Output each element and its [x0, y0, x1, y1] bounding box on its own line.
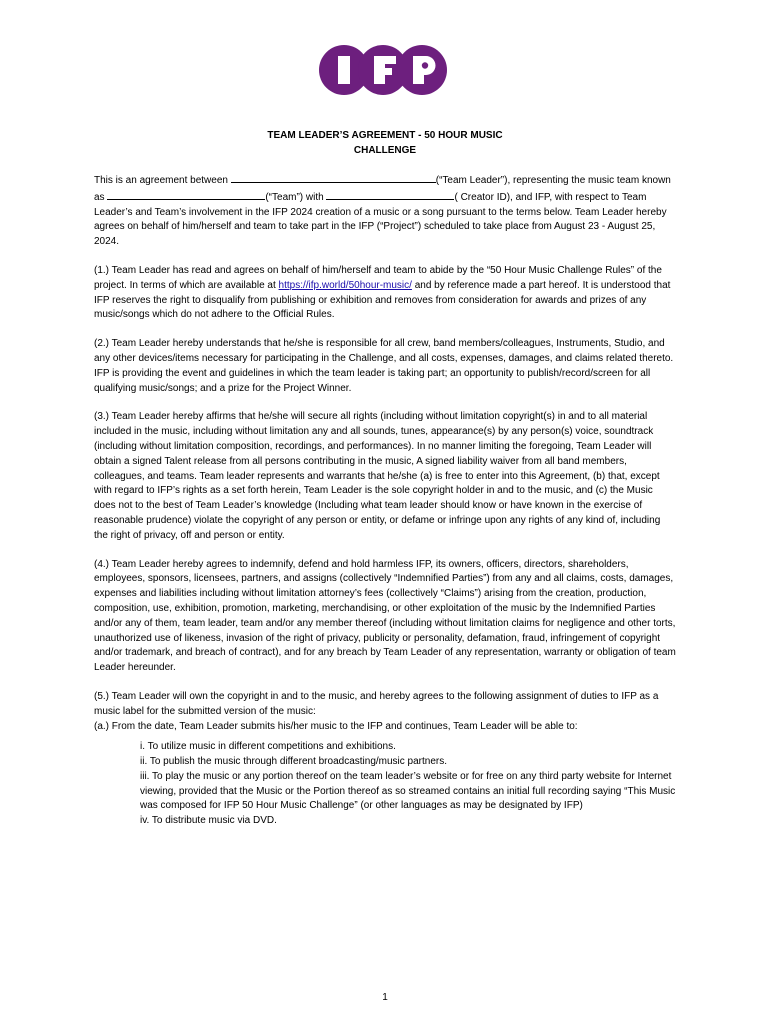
clause-2: (2.) Team Leader hereby understands that he/she is responsible for all crew, band members/colleagues, Instruments, Studio, and any other devices/items necessary for participating in the Challenge, and all costs, expenses, damages, and claims related thereto. IFP is providing the event and guidelines in which the team leader is taking part; an opportunity to publish/record/screen for all qualifying music/songs; and a prize for the Project Winner. [94, 338, 674, 394]
creator-id-blank[interactable] [326, 189, 454, 200]
intro-text-a: This is an agreement between [94, 175, 228, 186]
document-title-line1: TEAM LEADER’S AGREEMENT - 50 HOUR MUSIC [267, 130, 503, 141]
document-title-line2: CHALLENGE [353, 145, 417, 156]
team-leader-name-blank[interactable] [231, 172, 436, 183]
clause-5-list [94, 740, 676, 829]
rules-link[interactable]: https://ifp.world/50hour-music/ [278, 279, 412, 291]
clause-5 [94, 690, 676, 829]
clause-1-text-b: and by reference made a part hereof. It is understood that IFP reserves the right to disqualify from publishing or exhibition and removes from consideration for awards and prizes of any music/songs which do not adhere to the Official Rules. [94, 279, 671, 321]
page-number: 1 [382, 992, 388, 1003]
list-item: iv. To distribute music via DVD. [140, 815, 277, 827]
list-item: iii. To play the music or any portion thereof on the team leader’s website or for free on any third party website for Internet viewing, provided that the Music or the Portion thereof as so streamed contains an initial full recording saying “This Music was composed for IFP 50 Hour Music Challenge” (or other languages as may be designated by IFP) [140, 770, 676, 812]
list-item: ii. To publish the music through different broadcasting/music partners. [140, 756, 448, 768]
team-name-blank[interactable] [107, 189, 265, 200]
intro-text-d: ( Creator ID), and IFP, with respect to Team Leader’s and Team’s involvement in the IFP 2024 creation of a music or a song pursuant to the terms below. Team Leader hereby agrees on behalf of him/herself and team to take part in the IFP (“Project”) scheduled to take place from August 23 - August 25, 2024. [94, 191, 667, 248]
clause-5-line1: (5.) Team Leader will own the copyright in and to the music, and hereby agrees to the following assignment of duties to IFP as a music label for the submitted version of the music: [94, 690, 659, 717]
clause-3: (3.) Team Leader hereby affirms that he/she will secure all rights (including without limitation copyright(s) in and to all material included in the music, including without limitation any and all sounds, tunes, appearance(s) by any person(s) voice, soundtrack (including without limitation composition, recordings, and performances). In no manner limiting the foregoing, Team Leader will obtain a signed Talent release from all persons contributing in the music, A signed liability waiver from all band members, colleagues, and teams. Team leader represents and warrants that he/she (a) is free to enter into this Agreement, (b) that, except with regard to IFP’s rights as a set forth herein, Team Leader is the sole copyright holder in and to the music, and (c) the Music does not to the best of Team Leader’s knowledge (Including what team leader should know or have known in the exercise of reasonable prudence) violate the copyright of any person or entity, or defame or infringe upon any rights of any kind of, including the right of privacy, off and person or entity. [94, 411, 661, 541]
list-item: i. To utilize music in different competitions and exhibitions. [140, 741, 396, 753]
clause-1-text-a: (1.) Team Leader has read and agrees on behalf of him/herself and team to abide by the “50 Hour Music Challenge Rules” of the project. In terms of which are available at [94, 264, 662, 291]
intro-paragraph [94, 172, 676, 250]
clause-1 [94, 264, 676, 323]
clause-5-line2: (a.) From the date, Team Leader submits his/her music to the IFP and continues, Team Leader will be able to: [94, 720, 578, 732]
agreement-body [94, 172, 676, 829]
ifp-logo [318, 44, 448, 96]
clause-4: (4.) Team Leader hereby agrees to indemnify, defend and hold harmless IFP, its owners, officers, directors, shareholders, employees, sponsors, licensees, partners, and assigns (collectively “Indemnified Parties”) from any and all claims, costs, damages, expenses and liabilities including without limitation attorney’s fees (collectively “Claims”) arising from the creation, production, composition, use, exhibition, promotion, marketing, merchandising, or other exploitation of the music by the Indemnified Parties and/or any of them, team leader, team and/or any member thereof (including without limitation claims for negligence and other torts, unauthorized use of likeness, invasion of the right of privacy, publicity or personality, defamation, fraud, infringement of copyright and/or trademark, and breach of contract), and for any breach by Team Leader of any representation, warranty or obligation of team Leader hereunder. [94, 558, 676, 674]
intro-text-c: (“Team”) with [265, 191, 324, 203]
intro-text-b: (“Team Leader”), representing the music team known as [94, 175, 671, 203]
